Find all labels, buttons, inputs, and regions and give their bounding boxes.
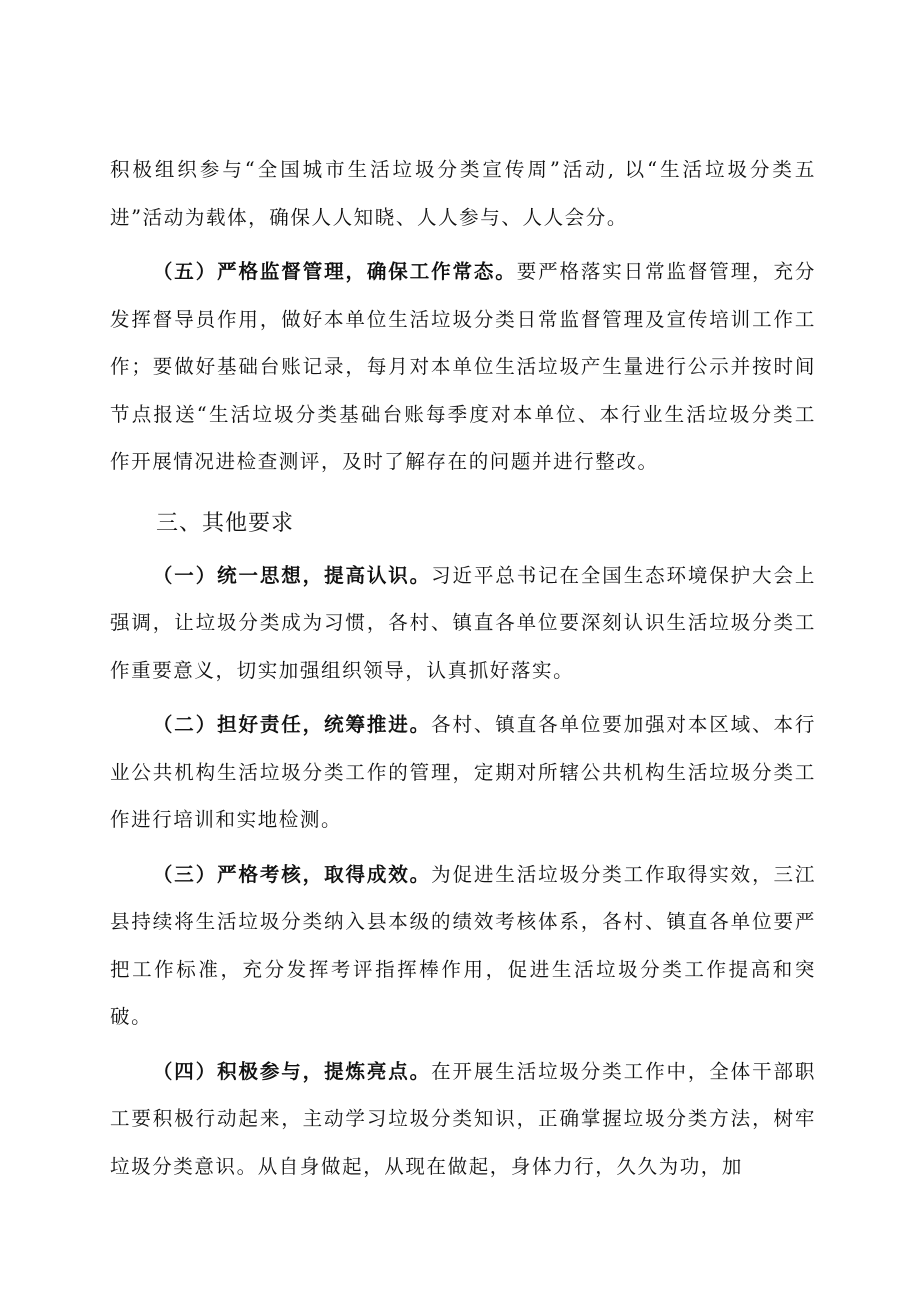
requirement-3-body: 为促进生活垃圾分类工作取得实效，三江县持续将生活垃圾分类纳入县本级的绩效考核体系，各村、镇直各单位要严把工作标准，充分发挥考评指挥棒作用，促进生活垃圾分类工作提高和突破。 — [110, 862, 816, 1028]
item-5-body: 要严格落实日常监督管理，充分发挥督导员作用，做好本单位生活垃圾分类日常监督管理及宣传培训工作工作；要做好基础台账记录，每月对本单位生活垃圾产生量进行公示并按时间节点报送“生活垃圾分类基础台账每季度对本单位、本行业生活垃圾分类工作开展情况进检查测评，及时了解存在的问题并进行整改。 — [110, 260, 817, 473]
requirement-1-body: 习近平总书记在全国生态环境保护大会上强调，让垃圾分类成为习惯，各村、镇直各单位要深刻认识生活垃圾分类工作重要意义，切实加强组织领导，认真抓好落实。 — [110, 563, 816, 682]
requirement-4-body: 在开展生活垃圾分类工作中，全体干部职工要积极行动起来，主动学习垃圾分类知识，正确掌握垃圾分类方法，树牢垃圾分类意识。从自身做起，从现在做起，身体力行，久久为功，加 — [110, 1059, 816, 1178]
requirement-1-paragraph — [110, 552, 816, 695]
continuation-paragraph: 积极组织参与“全国城市生活垃圾分类宣传周”活动, 以“生活垃圾分类五进”活动为载体，确保人人知晓、人人参与、人人会分。 — [110, 158, 816, 229]
section-3-title: 三、其他要求 — [156, 510, 295, 536]
item-5-heading: （五）严格监督管理，确保工作常态。 — [152, 260, 517, 283]
requirement-4-paragraph — [110, 1048, 816, 1191]
requirement-3-paragraph — [110, 851, 816, 1041]
requirement-2-body: 各村、镇直各单位要加强对本区域、本行业公共机构生活垃圾分类工作的管理，定期对所辖公共机构生活垃圾分类工作进行培训和实地检测。 — [110, 713, 816, 831]
requirement-2-heading: （二）担好责任，统筹推进。 — [152, 713, 432, 736]
requirement-1-heading: （一）统一思想，提高认识。 — [152, 563, 432, 587]
document-page — [110, 146, 816, 1190]
requirement-4-heading: （四）积极参与，提炼亮点。 — [152, 1059, 432, 1083]
item-5-paragraph — [110, 248, 816, 486]
requirement-3-heading: （三）严格考核，取得成效。 — [152, 862, 432, 886]
requirement-2-paragraph — [110, 701, 816, 844]
